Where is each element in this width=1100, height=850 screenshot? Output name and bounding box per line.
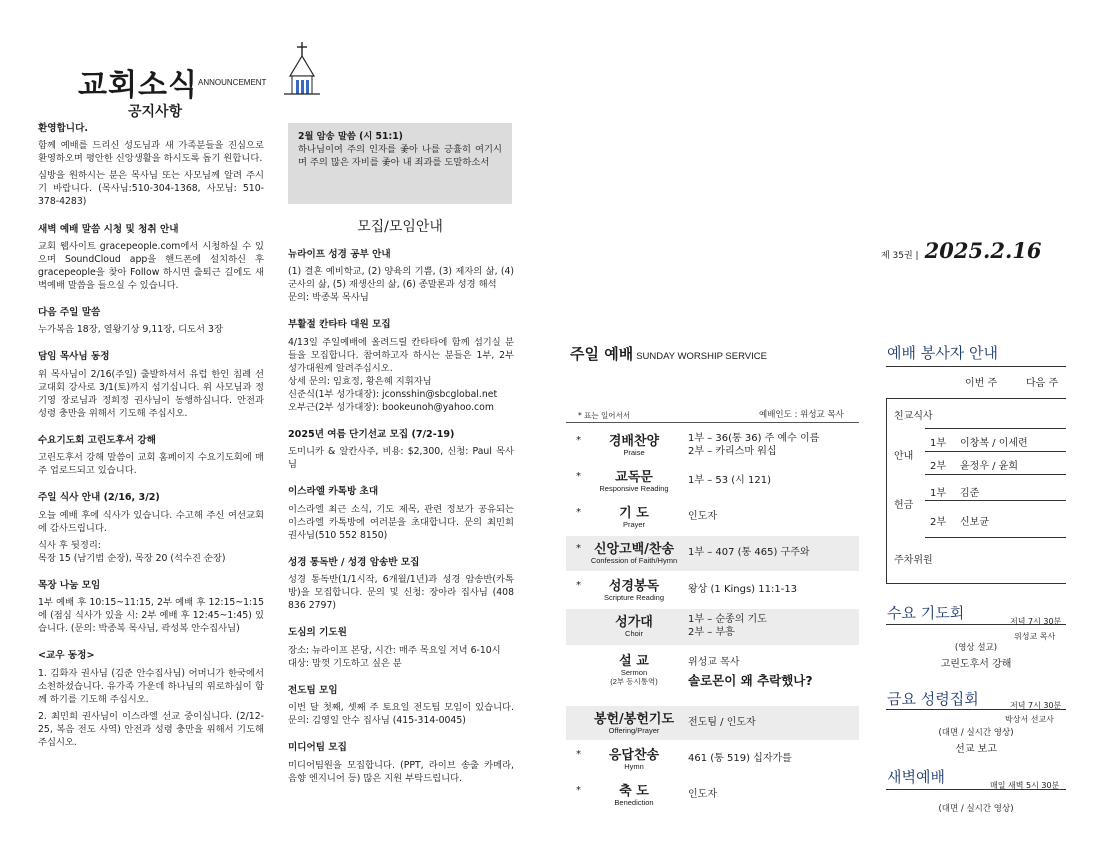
announcement-section bbox=[288, 741, 514, 784]
friday-meeting-title: 금요 성령집회 bbox=[887, 690, 979, 708]
volunteer-next-week: 다음 주 bbox=[1026, 378, 1059, 389]
announcement-section bbox=[288, 556, 514, 612]
service-item-detail-text: 1부 – 순종의 기도 2부 – 부흥 bbox=[688, 614, 767, 638]
service-order-item bbox=[566, 609, 859, 645]
volunteer-this-week: 이번 주 bbox=[965, 378, 998, 389]
volunteer-usher-2: 2부 bbox=[930, 461, 947, 472]
memory-verse-text: 하나님이여 주의 인자를 좇아 나를 긍휼히 여기시며 주의 많은 자비를 좇아 내 죄과를 도말하소서 bbox=[298, 143, 502, 168]
volunteer-rule bbox=[886, 366, 1066, 367]
announcement-text: 4/13일 주일예배에 올려드릴 칸타타에 함께 섬기실 분들을 모집합니다. 참여하고자 하시는 분들은 1부, 2부 성가대원께 알려주십시오. 상세 문의: 임효정, 황은혜 지휘자님 신준식(1부 성가대장): jconsshin@sbcglobal.net 오부근(2부 성가대장): bookeunoh@yahoo.com bbox=[288, 336, 514, 413]
announcement-text: 이번 달 첫째, 셋째 주 토요일 전도팀 모임이 있습니다. 문의: 김영일 안수 집사님 (415-314-0045) bbox=[288, 702, 514, 727]
service-item-detail bbox=[688, 432, 819, 458]
announcement-section bbox=[38, 491, 264, 564]
service-item-name bbox=[574, 744, 694, 771]
announcement-heading: 부활절 칸타타 대원 모집 bbox=[288, 319, 391, 331]
announcement-section bbox=[38, 579, 264, 635]
friday-leader: 박상서 선교사 bbox=[1005, 715, 1054, 724]
service-item-name bbox=[574, 538, 694, 565]
service-item-ko: 응답찬송 bbox=[608, 748, 660, 763]
announcement-text: 도미니카 & 알칸사주, 비용: $2,300, 신청: Paul 목사님 bbox=[288, 446, 514, 471]
announcement-section bbox=[38, 223, 264, 292]
service-item-ko: 신앙고백/찬송 bbox=[593, 542, 675, 557]
announcement-text: 위 목사님이 2/16(주일) 출발하셔서 유럽 한인 침례 선교대회 강사로 3/1(토)까지 섬기십니다. 위 사모님과 정기영 장로님과 정희정 권사님이 동행하십니다. 안전과 성령 충만을 위해서 기도해 주십시오. bbox=[38, 368, 264, 419]
service-item-detail-text: 1부 – 36(통 36) 주 예수 이름 2부 – 카리스마 워십 bbox=[688, 433, 820, 457]
announcement-heading: 뉴라이프 성경 공부 안내 bbox=[288, 249, 391, 260]
service-item-detail-text: 왕상 (1 Kings) 11:1-13 bbox=[688, 584, 798, 595]
service-item-en: Confession of Faith/Hymn bbox=[590, 556, 678, 565]
service-item-name bbox=[574, 611, 694, 638]
announcement-text: 장소: 뉴라이프 본당, 시간: 매주 목요일 저녁 6-10시 대상: 맘껏 기도하고 싶은 분 bbox=[288, 644, 501, 669]
bulletin-title: 교회소식 bbox=[78, 68, 198, 103]
dawn-line1: (대면 / 실시간 영상) bbox=[938, 804, 1014, 814]
announcement-section bbox=[38, 122, 264, 209]
service-item-ko: 성가대 bbox=[615, 615, 653, 630]
service-item-detail bbox=[688, 656, 813, 689]
announcement-column bbox=[38, 122, 264, 763]
service-order-item bbox=[566, 428, 859, 462]
service-item-detail-text: 인도자 bbox=[688, 511, 717, 522]
standing-mark: * bbox=[576, 507, 581, 518]
service-divider bbox=[566, 422, 859, 423]
standing-mark: * bbox=[576, 580, 581, 591]
friday-line1: (대면 / 실시간 영상) bbox=[938, 728, 1014, 738]
service-order-item bbox=[566, 648, 859, 704]
volunteer-title: 예배 봉사자 안내 bbox=[887, 344, 998, 362]
announcement-heading: 도심의 기도원 bbox=[288, 627, 347, 639]
service-item-detail bbox=[688, 752, 792, 765]
volunteer-offering-2-name: 신보균 bbox=[960, 517, 989, 528]
announcement-text: 누가복음 18장, 열왕기상 9,11장, 디도서 3장 bbox=[38, 324, 223, 336]
service-item-ko: 경배찬양 bbox=[608, 434, 660, 449]
announcement-text: 교회 웹사이트 gracepeople.com에서 시청하실 수 있으며 SoundCloud app을 핸드폰에 설치하신 후 gracepeople을 찾아 Follow 하시면 출퇴근 길에도 새벽예배 말씀을 들으실 수 있습니다. bbox=[38, 240, 264, 291]
recruit-section-title: 모집/모임안내 bbox=[357, 219, 443, 235]
service-item-detail bbox=[688, 546, 810, 559]
service-item-name bbox=[574, 430, 694, 457]
volunteer-usher-1: 1부 bbox=[930, 438, 947, 449]
announcement-heading: 담임 목사님 동정 bbox=[38, 351, 110, 363]
service-standing-note: * 표는 일어서서 bbox=[578, 411, 630, 420]
service-item-ko: 성경봉독 bbox=[608, 579, 660, 594]
announcement-section bbox=[38, 434, 264, 477]
service-item-en: Responsive Reading bbox=[599, 484, 669, 493]
service-order-item bbox=[566, 500, 859, 534]
dawn-service-title: 새벽예배 bbox=[887, 768, 945, 786]
announcement-section bbox=[288, 248, 514, 304]
service-item-ko: 축 도 bbox=[619, 784, 649, 799]
service-item-en: Benediction bbox=[614, 798, 654, 807]
service-item-en: Hymn bbox=[624, 762, 644, 771]
announcement-text: 고린도후서 강해 말씀이 교회 홈페이지 수요기도회에 매주 업로드되고 있습니다. bbox=[38, 452, 264, 477]
announcement-heading: 전도팀 모임 bbox=[288, 684, 338, 696]
announcement-text: (1) 결혼 예비학교, (2) 양육의 기쁨, (3) 제자의 삶, (4) 군사의 삶, (5) 재생산의 삶, (6) 종말론과 성경 해석 문의: 박종복 목사님 bbox=[288, 266, 514, 304]
service-title-en: SUNDAY WORSHIP SERVICE bbox=[636, 351, 767, 362]
volunteer-parking-label: 주차위원 bbox=[894, 555, 933, 566]
announcement-section bbox=[38, 350, 264, 419]
announcement-text: 오늘 예배 후에 식사가 있습니다. 수고해 주신 여선교회에 감사드립니다. bbox=[38, 509, 264, 534]
announcement-section bbox=[288, 428, 514, 471]
announcement-text: 1부 예배 후 10:15~11:15, 2부 예배 후 12:15~1:15에 (점심 식사가 있을 시: 2부 예배 후 12:45~1:45) 있습니다. (문의: 박종복 목사님, 곽성복 안수집사님) bbox=[38, 597, 264, 635]
service-title-ko: 주일 예배 bbox=[570, 345, 634, 363]
service-order-item bbox=[566, 573, 859, 607]
service-item-ko: 봉헌/봉헌기도 bbox=[593, 712, 675, 727]
issue-date: 2025.2.16 bbox=[924, 238, 1042, 263]
standing-mark: * bbox=[576, 785, 581, 796]
service-item-detail-text: 위성교 목사 bbox=[688, 657, 740, 668]
service-item-en: Praise bbox=[623, 448, 645, 457]
issue-volume: 제 35권 | bbox=[881, 251, 919, 261]
volunteer-usher-2-name: 윤정우 / 윤희 bbox=[960, 461, 1019, 472]
service-item-detail bbox=[688, 613, 767, 639]
volunteer-offering-2: 2부 bbox=[930, 517, 947, 528]
volunteer-usher-1-name: 이창복 / 이세련 bbox=[960, 438, 1028, 449]
volunteer-offering-1-name: 김준 bbox=[960, 488, 980, 499]
service-item-en: Sermon bbox=[620, 668, 648, 677]
service-item-en: Choir bbox=[625, 629, 643, 638]
service-item-detail-text: 1부 – 407 (통 465) 구주와 bbox=[688, 547, 810, 558]
announcement-text: 1. 김화자 권사님 (김준 안수집사님) 어머니가 한국에서 소천하셨습니다. 유가족 가운데 하나님의 위로하심이 함께 하기를 기도해 주십시오. bbox=[38, 667, 264, 705]
bulletin-subtitle: 공지사항 bbox=[128, 104, 183, 120]
service-item-note: (2부 동시통역) bbox=[610, 677, 658, 686]
standing-mark: * bbox=[576, 543, 581, 554]
standing-mark: * bbox=[576, 471, 581, 482]
service-order-item bbox=[566, 464, 859, 498]
service-item-en: Prayer bbox=[622, 520, 646, 529]
service-title bbox=[570, 343, 767, 364]
service-leader: 예배인도 : 위성교 목사 bbox=[759, 410, 844, 420]
announcement-heading: 2025년 여름 단기선교 모집 (7/2-19) bbox=[288, 428, 455, 440]
service-item-en: Offering/Prayer bbox=[608, 726, 660, 735]
announcement-text: 심방을 원하시는 분은 목사님 또는 사모님께 알려 주시기 바랍니다. (목사님:510-304-1368, 사모님: 510-378-4283) bbox=[38, 170, 264, 208]
announcement-heading: 주일 식사 안내 (2/16, 3/2) bbox=[38, 492, 160, 504]
service-item-name bbox=[574, 575, 694, 602]
wednesday-line2: 고린도후서 강해 bbox=[940, 659, 1012, 670]
volunteer-offering-1: 1부 bbox=[930, 488, 947, 499]
announcement-section bbox=[288, 626, 514, 669]
service-item-detail-text: 인도자 bbox=[688, 789, 717, 800]
announcement-section bbox=[288, 684, 514, 727]
service-item-ko: 설 교 bbox=[619, 654, 649, 669]
announcement-section bbox=[288, 318, 514, 414]
service-order-item bbox=[566, 778, 859, 812]
service-item-detail bbox=[688, 788, 717, 801]
service-item-detail bbox=[688, 474, 771, 487]
service-item-name bbox=[574, 502, 694, 529]
service-order-item bbox=[566, 706, 859, 740]
sermon-title: 솔로몬이 왜 추락했나? bbox=[688, 673, 813, 688]
service-order-item bbox=[566, 536, 859, 571]
service-item-detail-text: 전도팀 / 인도자 bbox=[688, 717, 756, 728]
dawn-time: 매일 새벽 5시 30분 bbox=[990, 781, 1060, 790]
wednesday-prayer-title: 수요 기도회 bbox=[887, 604, 965, 622]
bulletin-title-en: ANNOUNCEMENT bbox=[198, 78, 267, 87]
announcement-text: 성경 통독반(1/1시작, 6개월/1년)과 성경 암송반(카톡방)을 모집합니다. 문의 및 신청: 장아라 집사님 (408 836 2797) bbox=[288, 574, 514, 612]
announcement-heading: 새벽 예배 말씀 시청 및 청취 안내 bbox=[38, 223, 179, 235]
service-item-detail-text: 461 (통 519) 십자가를 bbox=[688, 753, 792, 764]
service-item-name bbox=[574, 708, 694, 735]
volunteer-row-line bbox=[925, 474, 1066, 475]
wednesday-leader: 위성교 목사 bbox=[1014, 632, 1056, 641]
friday-line2: 선교 보고 bbox=[955, 744, 997, 755]
recruit-column bbox=[288, 248, 514, 799]
volunteer-row-line bbox=[925, 500, 1066, 501]
issue-info bbox=[881, 238, 1042, 263]
announcement-heading: <교우 동정> bbox=[38, 650, 95, 662]
service-item-ko: 기 도 bbox=[619, 506, 649, 521]
announcement-section bbox=[38, 306, 264, 336]
announcement-heading: 이스라엘 카톡방 초대 bbox=[288, 486, 379, 498]
friday-time: 저녁 7시 30분 bbox=[1010, 701, 1062, 710]
announcement-text: 2. 최민희 권사님이 이스라엘 선교 중이십니다. (2/12-25, 복음 전도 사역) 안전과 성령 충만을 위해서 기도해 주십시오. bbox=[38, 710, 264, 748]
service-order-item bbox=[566, 742, 859, 776]
service-item-detail bbox=[688, 510, 717, 523]
standing-mark: * bbox=[576, 435, 581, 446]
memory-verse-box bbox=[288, 123, 512, 204]
service-item-name bbox=[574, 780, 694, 807]
service-item-detail bbox=[688, 716, 756, 729]
standing-mark: * bbox=[576, 749, 581, 760]
announcement-text: 식사 후 뒷정리: 목장 15 (남기범 순장), 목장 20 (석수진 순장) bbox=[38, 539, 226, 564]
announcement-heading: 다음 주일 말씀 bbox=[38, 306, 101, 318]
announcement-section bbox=[288, 485, 514, 541]
volunteer-row-line bbox=[925, 428, 1066, 429]
announcement-heading: 수요기도회 고린도후서 강해 bbox=[38, 434, 156, 446]
announcement-text: 미디어팀원을 모집합니다. (PPT, 라이브 송출 카메라, 음향 엔지니어 등) 많은 지원 부탁드립니다. bbox=[288, 759, 514, 784]
announcement-heading: 미디어팀 모집 bbox=[288, 742, 347, 754]
wednesday-time: 저녁 7시 30분 bbox=[1010, 617, 1062, 626]
volunteer-offering-label: 헌금 bbox=[894, 500, 914, 511]
volunteer-usher-label: 안내 bbox=[894, 451, 914, 462]
church-icon bbox=[284, 42, 320, 100]
service-item-detail-text: 1부 – 53 (시 121) bbox=[688, 475, 772, 486]
service-item-ko: 교독문 bbox=[615, 470, 653, 485]
announcement-heading: 성경 통독반 / 성경 암송반 모집 bbox=[288, 556, 420, 568]
announcement-text: 이스라엘 최근 소식, 기도 제목, 관련 정보가 공유되는 이스라엘 카톡방에 여러분을 초대합니다. 문의 최민희 권사님(510 552 8150) bbox=[288, 503, 514, 541]
service-item-en: Scripture Reading bbox=[603, 593, 665, 602]
memory-verse-title: 2월 암송 말씀 (시 51:1) bbox=[298, 131, 403, 142]
announcement-text: 함께 예배를 드리신 성도님과 새 가족분들을 진심으로 환영하오며 평안한 신앙생활을 하시도록 돕기 원합니다. bbox=[38, 140, 264, 165]
service-item-detail bbox=[688, 583, 797, 596]
volunteer-greeting-label: 친교식사 bbox=[894, 411, 933, 422]
volunteer-row-line bbox=[925, 451, 1066, 452]
announcement-heading: 환영합니다. bbox=[38, 123, 88, 134]
announcement-section bbox=[38, 649, 264, 749]
announcement-heading: 목장 나눔 모임 bbox=[38, 579, 101, 591]
wednesday-line1: (영상 설교) bbox=[954, 643, 998, 653]
volunteer-row-line bbox=[925, 537, 1066, 538]
service-item-name bbox=[574, 466, 694, 493]
service-item-name bbox=[574, 650, 694, 687]
